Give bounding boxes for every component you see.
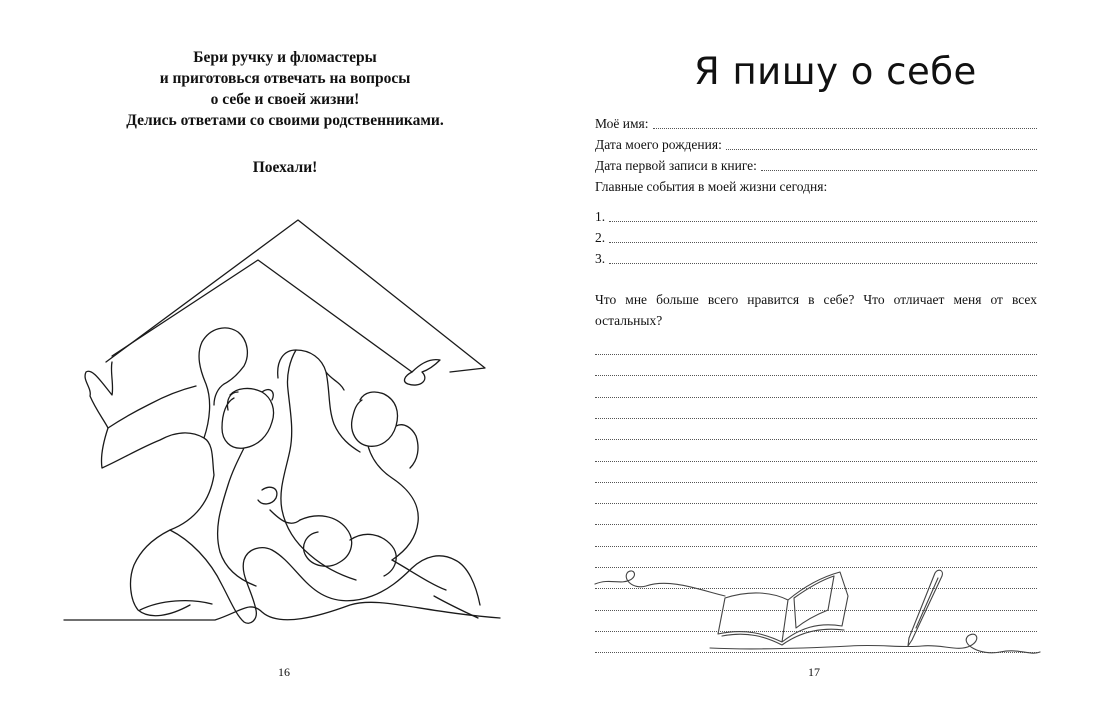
go-text: Поехали!: [252, 159, 318, 176]
events-header-label: Главные события в моей жизни сегодня:: [595, 179, 828, 194]
right-child-bow: [405, 360, 440, 385]
ground-line: [64, 602, 500, 620]
father-figure: [85, 328, 247, 616]
intro-line: Бери ручку и фломастеры: [193, 49, 377, 66]
event-number: 3.: [595, 251, 606, 266]
legs-tangle-2: [300, 516, 396, 576]
swirl-line: [595, 571, 725, 596]
page-title: Я пишу о себе: [694, 50, 977, 93]
birth-date-label: Дата моего рождения:: [595, 137, 722, 152]
right-page: [550, 0, 1100, 712]
question-text: Что мне больше всего нравится в себе? Что отличает меня от всех остальных?: [595, 292, 1037, 328]
intro-line: и приготовься отвечать на вопросы: [159, 70, 411, 87]
pen-icon: [908, 570, 942, 646]
father-arm: [108, 386, 196, 428]
name-label: Моё имя:: [595, 116, 649, 131]
legs-tangle: [170, 530, 480, 623]
roof-inner: [112, 260, 412, 372]
roof-outline: [106, 220, 485, 372]
intro-line: о себе и своей жизни!: [210, 91, 360, 108]
page-number: 16: [278, 665, 290, 679]
first-entry-date-label: Дата первой записи в книге:: [595, 158, 757, 173]
mother-figure: [278, 350, 360, 580]
event-number: 1.: [595, 209, 606, 224]
page-number: 17: [808, 665, 820, 679]
book-and-pen-doodle: [550, 0, 1100, 712]
event-number: 2.: [595, 230, 606, 245]
intro-line: Делись ответами со своими родственниками.: [126, 112, 444, 129]
child-hand: [258, 487, 300, 523]
open-book-icon: [718, 572, 848, 642]
